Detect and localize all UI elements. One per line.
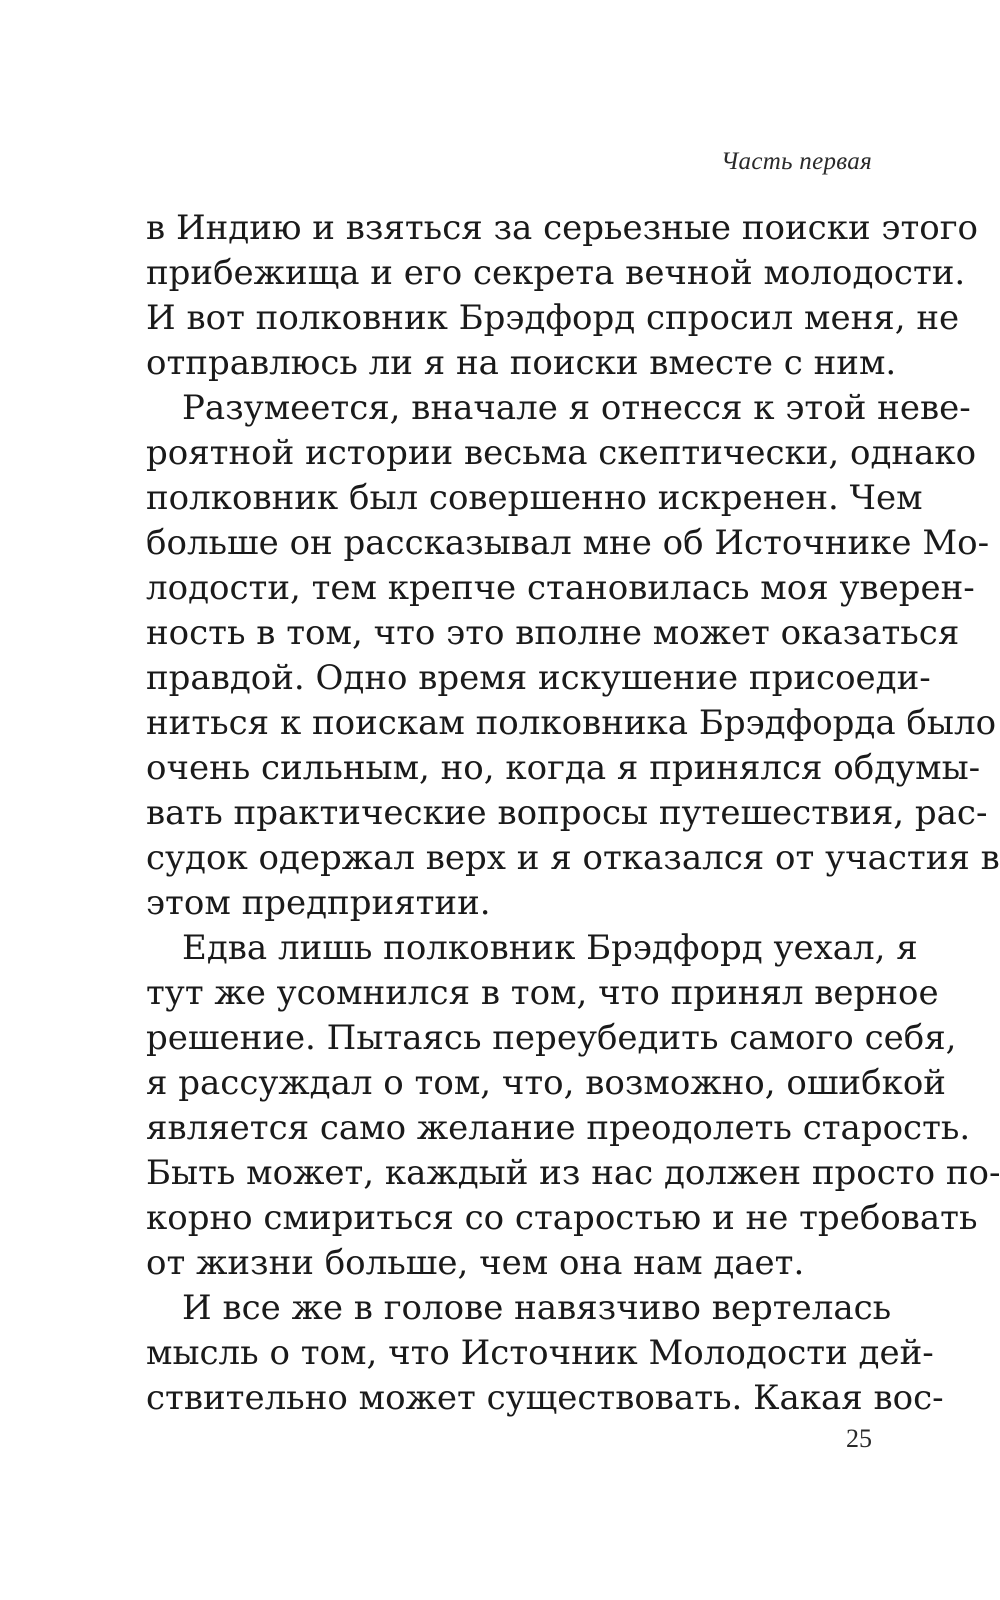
- text-line: Быть может, каждый из нас должен просто по-: [146, 1153, 1000, 1193]
- text-line: этом предприятии.: [146, 883, 491, 923]
- text-line: я рассуждал о том, что, возможно, ошибкой: [146, 1063, 946, 1103]
- text-line: является само желание преодолеть старость.: [146, 1108, 971, 1148]
- text-line: роятной истории весьма скептически, однако: [146, 433, 977, 473]
- text-line: судок одержал верх и я отказался от участия в: [146, 838, 1000, 878]
- text-line: тут же усомнился в том, что принял верное: [146, 973, 939, 1013]
- text-line: ность в том, что это вполне может оказаться: [146, 613, 960, 653]
- text-line: Разумеется, вначале я отнесся к этой неве-: [182, 388, 971, 428]
- text-line: полковник был совершенно искренен. Чем: [146, 478, 923, 518]
- text-line: лодости, тем крепче становилась моя уверен-: [146, 568, 975, 608]
- text-line: И вот полковник Брэдфорд спросил меня, не: [146, 298, 960, 338]
- text-line: от жизни больше, чем она нам дает.: [146, 1243, 805, 1283]
- text-line: ствительно может существовать. Какая вос-: [146, 1378, 944, 1418]
- text-line: правдой. Одно время искушение присоеди-: [146, 658, 931, 698]
- text-line: решение. Пытаясь переубедить самого себя,: [146, 1018, 957, 1058]
- text-line: прибежища и его секрета вечной молодости.: [146, 253, 966, 293]
- text-line: больше он рассказывал мне об Источнике Мо-: [146, 523, 990, 563]
- page-number: 25: [846, 1424, 872, 1453]
- body-text: [146, 206, 1000, 1421]
- text-line: в Индию и взяться за серьезные поиски этого: [146, 208, 979, 248]
- text-line: вать практические вопросы путешествия, рас-: [146, 793, 988, 833]
- text-line: отправлюсь ли я на поиски вместе с ним.: [146, 343, 897, 383]
- running-header: Часть первая: [721, 148, 872, 175]
- text-line: ниться к поискам полковника Брэдфорда было: [146, 703, 997, 743]
- text-line: И все же в голове навязчиво вертелась: [182, 1288, 892, 1328]
- text-line: очень сильным, но, когда я принялся обдумы-: [146, 748, 981, 788]
- text-line: корно смириться со старостью и не требовать: [146, 1198, 978, 1238]
- text-line: Едва лишь полковник Брэдфорд уехал, я: [182, 928, 918, 968]
- text-line: мысль о том, что Источник Молодости дей-: [146, 1333, 934, 1373]
